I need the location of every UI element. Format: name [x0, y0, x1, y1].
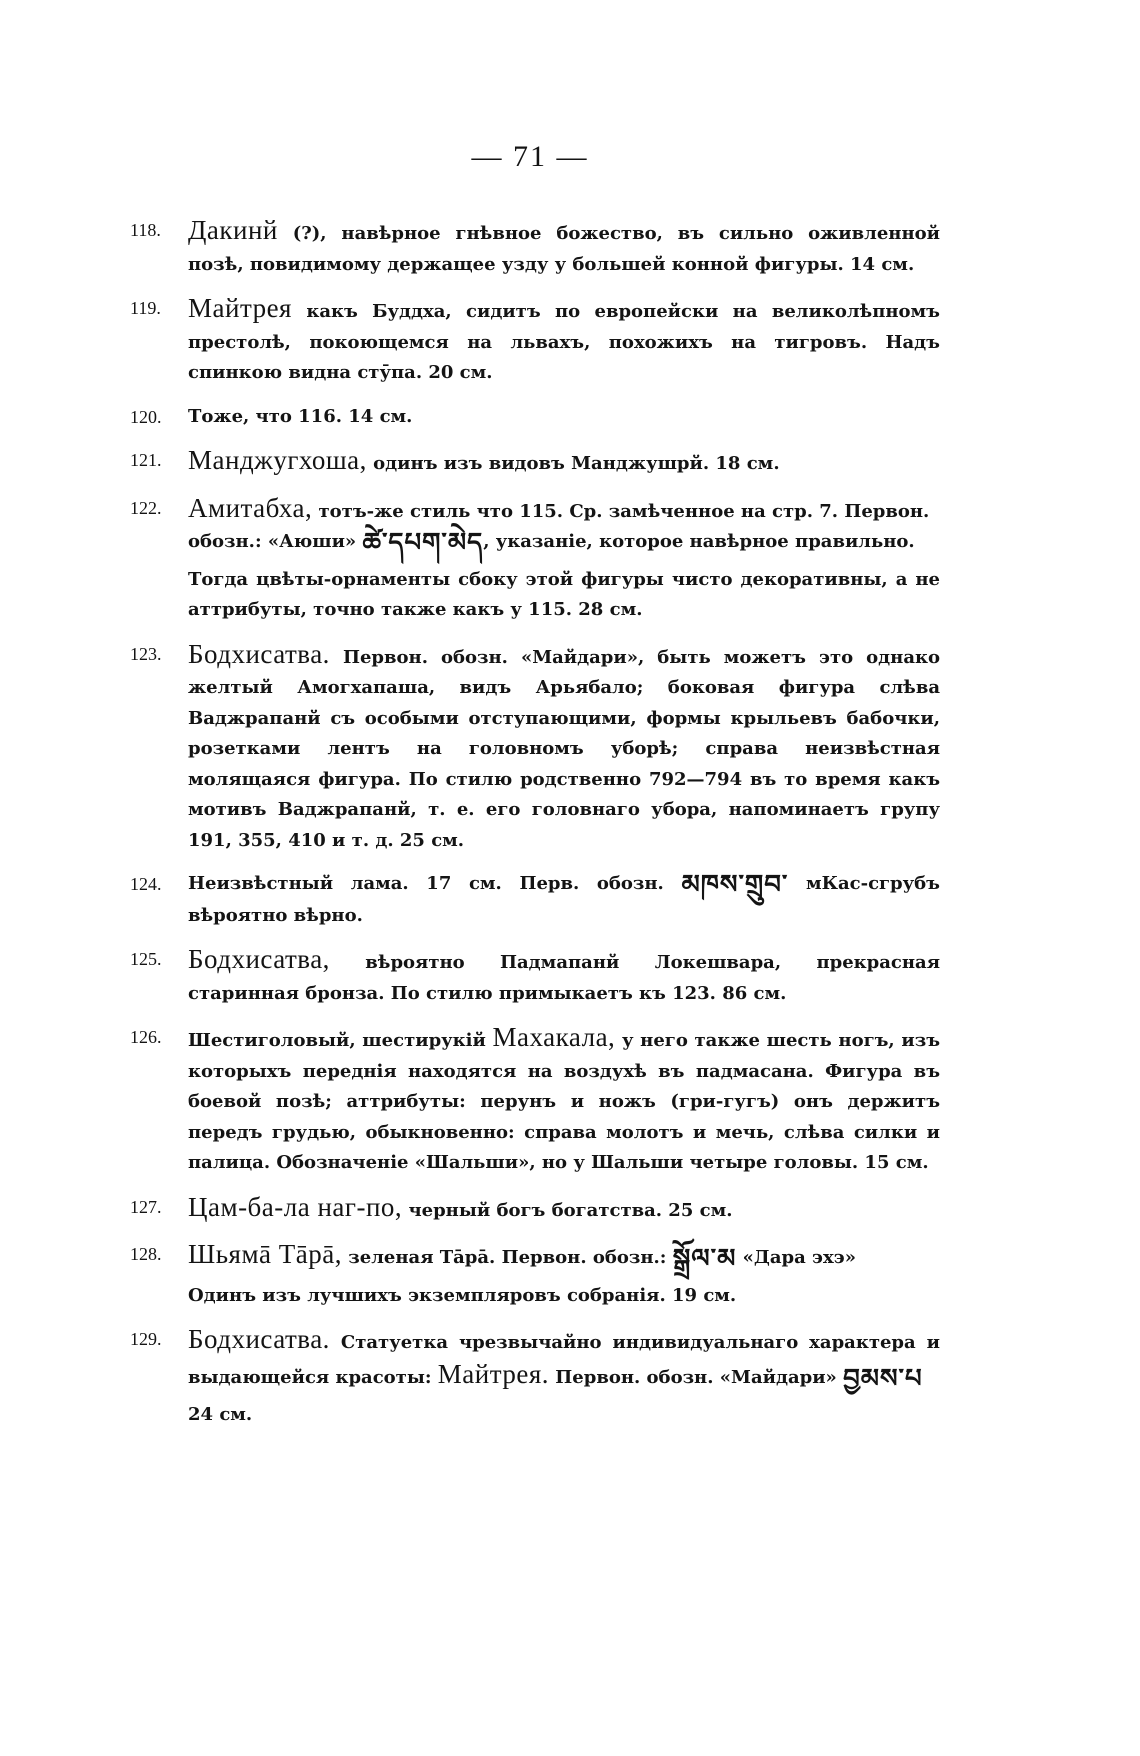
- deity-name: Бодхисатва.: [188, 1324, 330, 1354]
- entry-number: 122.: [130, 497, 162, 518]
- catalog-entries: [130, 215, 940, 1444]
- entry-number: 118.: [130, 220, 161, 240]
- entry-number: 119.: [130, 298, 161, 318]
- entry-125: [130, 944, 940, 1009]
- entry-129: [130, 1324, 940, 1431]
- entry-text: обозн.: «Аюши»: [188, 531, 363, 552]
- entry-number: 128.: [130, 1244, 162, 1264]
- entry-number: 127.: [130, 1196, 162, 1217]
- entry-119: [130, 293, 940, 389]
- entry-text: мКас-сгрубъ вѣроятно вѣрно.: [188, 873, 940, 926]
- entry-121: [130, 445, 940, 480]
- entry-text: (?), навѣрное гнѣвное божество, въ сильно оживленной позѣ, повидимому держащее узду у большей конной фигуры. 14 см.: [188, 223, 940, 275]
- deity-name: Бодхисатва,: [188, 944, 330, 974]
- tibetan-inscription: སྒྲོལ་མ: [672, 1244, 737, 1274]
- entry-number: 125.: [130, 949, 162, 969]
- entry-126: [130, 1022, 940, 1179]
- deity-name: Амитабха,: [188, 492, 313, 523]
- entry-text: , указаніе, которое навѣрное правильно.: [483, 531, 915, 552]
- entry-text: одинъ изъ видовъ Манджушрй. 18 см.: [366, 453, 780, 474]
- deity-name: Бодхисатва.: [188, 638, 330, 669]
- entry-text: тотъ-же стиль что 115. Ср. замѣченное на стр. 7. Первон.: [312, 500, 930, 522]
- entry-text: какъ Буддха, сидитъ по европейски на великолѣпномъ престолѣ, покоющемся на львахъ, похожихъ на тигровъ. Надъ спинкою видна стӯпа. 20 см.: [188, 301, 940, 383]
- entry-122: [130, 493, 940, 626]
- entry-number: 124.: [130, 874, 162, 894]
- deity-name: Махакала,: [492, 1022, 616, 1052]
- tibetan-inscription: བྱམས་པ: [843, 1363, 923, 1394]
- entry-text: Первон. обозн. «Майдари»: [549, 1366, 844, 1388]
- entry-text: Статуетка чрезвычайно индивидуальнаго характера и выдающейся красоты:: [188, 1332, 940, 1388]
- entry-text: черный богъ богатства. 25 см.: [402, 1199, 733, 1221]
- entry-text: Шестиголовый, шестирукій: [188, 1030, 493, 1051]
- entry-text: зеленая Тāрā. Первон. обозн.:: [342, 1247, 673, 1268]
- entry-number: 121.: [130, 450, 162, 470]
- entry-118: [130, 215, 940, 280]
- entry-text: Одинъ изъ лучшихъ экземпляровъ собранія. 19 см.: [188, 1284, 737, 1306]
- entry-number: 126.: [130, 1027, 162, 1047]
- entry-text: Неизвѣстный лама. 17 см. Перв. обозн.: [188, 873, 682, 894]
- entry-number: 123.: [130, 643, 162, 664]
- entry-text: 24 см.: [188, 1404, 253, 1425]
- entry-number: 120.: [130, 406, 162, 427]
- deity-name: Шьямā Тāрā,: [188, 1239, 342, 1269]
- entry-text: «Дара эхэ»: [736, 1247, 856, 1268]
- entry-text: у него также шесть ногъ, изъ которыхъ переднія находятся на воздухѣ въ падмасана. Фигура въ боевой позѣ; аттрибуты: перунъ и ножъ (гри-гугъ) онъ держитъ передъ грудью, обыкновенно: справа молотъ и мечь, слѣва силки и палица. Обозначеніе «Шальши», но у Шальши четыре головы. 15 см.: [188, 1030, 941, 1173]
- entry-text: Первон. обозн. «Майдари», быть можетъ это однако желтый Амогхапаша, видъ Арьябало; боковая фигура слѣва Ваджрапанй съ особыми отступающими, формы крыльевъ бабочки, розетками лентъ на головномъ уборѣ; справа неизвѣстная молящаяся фигура. По стилю родственно 792—794 въ то время какъ мотивъ Ваджрапанй, т. е. его головнаго убора, напоминаетъ групу 191, 355, 410 и т. д. 25 см.: [188, 646, 940, 851]
- entry-number: 129.: [130, 1329, 162, 1349]
- entry-123: [130, 639, 940, 857]
- entry-text: вѣроятно Падмапанй Локешвара, прекрасная старинная бронза. По стилю примыкаетъ къ 123. 86 см.: [188, 952, 940, 1004]
- entry-124: [130, 869, 940, 931]
- entry-text: Тогда цвѣты-орнаменты сбоку этой фигуры чисто декоративны, а не аттрибуты, точно также какъ у 115. 28 см.: [188, 568, 940, 620]
- entry-128: [130, 1239, 940, 1311]
- entry-127: [130, 1192, 940, 1227]
- tibetan-inscription: མཁས་གྲུབ་: [681, 870, 789, 900]
- deity-name: Манджугхоша,: [188, 445, 367, 475]
- entry-text: Тоже, что 116. 14 см.: [188, 405, 413, 427]
- page-number: — 71 —: [471, 140, 589, 173]
- deity-name: Майтрея: [188, 293, 292, 323]
- deity-name: Майтрея.: [437, 1358, 550, 1389]
- deity-name: Цам-ба-ла наг-по,: [188, 1191, 403, 1222]
- entry-120: [130, 402, 940, 433]
- tibetan-inscription: ཚེ་དཔག་མེད: [362, 528, 484, 558]
- deity-name: Дакинй: [188, 215, 278, 245]
